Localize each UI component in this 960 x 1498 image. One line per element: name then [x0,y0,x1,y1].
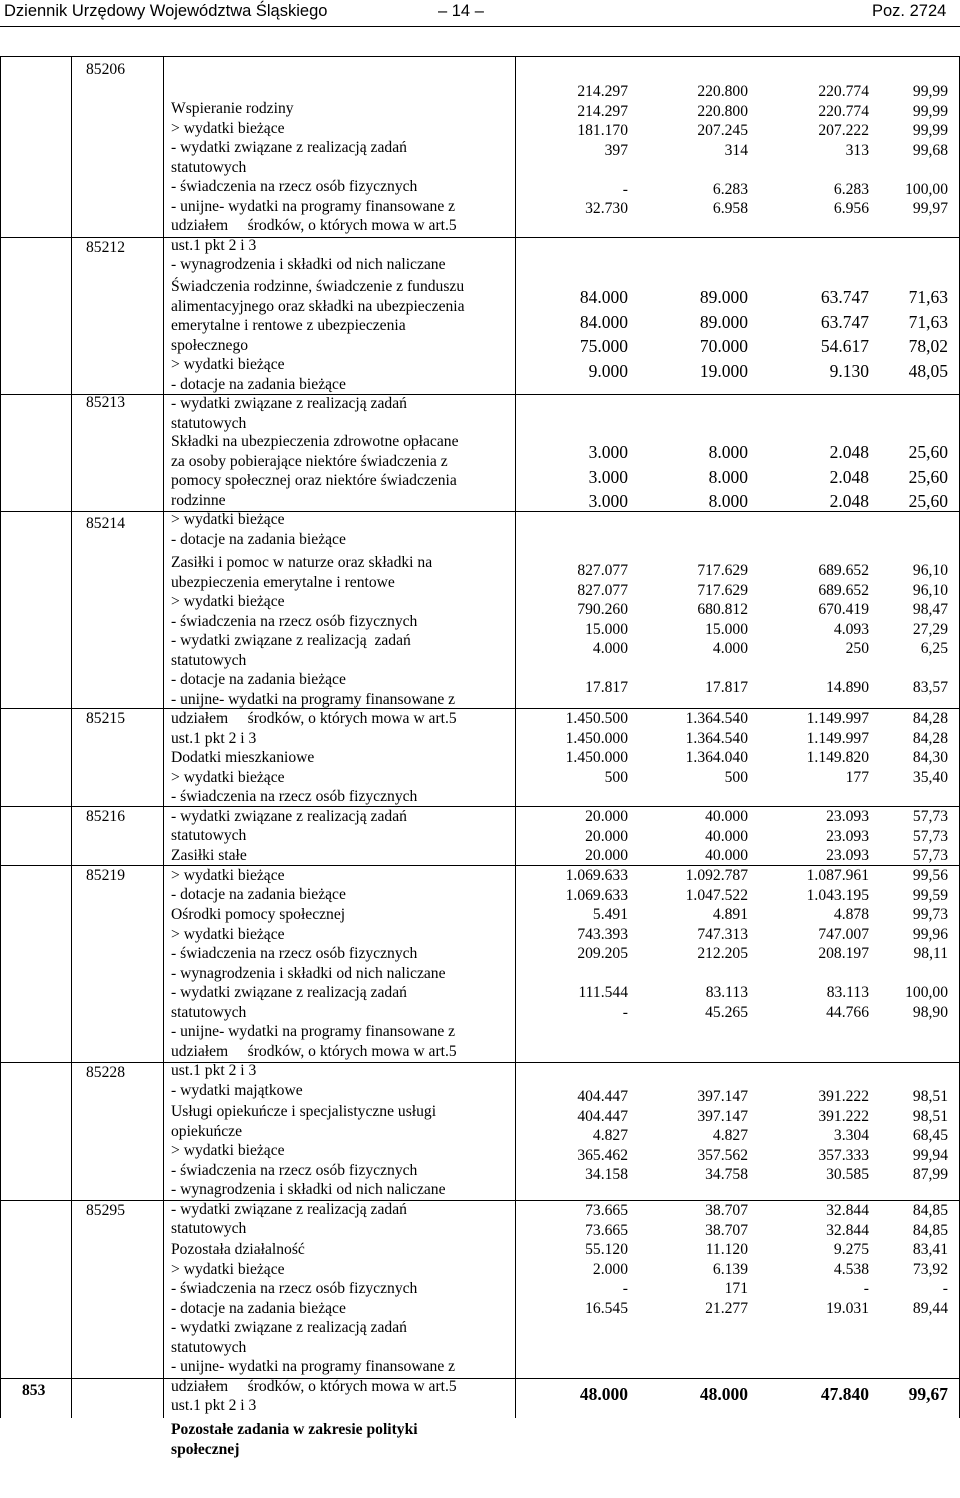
row-description: Pozostałe zadania w zakresie polityki społecznej [171,1421,418,1458]
section-code: 85213 [86,394,125,411]
values-after-changes: 220.800 220.800 207.245 314 6.283 6.958 [697,83,748,217]
values-executed: 689.652 689.652 670.419 4.093 250 14.890 [818,562,869,696]
values-after-changes: 8.000 8.000 8.000 [708,442,748,511]
values-executed: 220.774 220.774 207.222 313 6.283 6.956 [818,83,869,217]
section-code: 85228 [86,1064,125,1081]
values-after-changes: 397.147 397.147 4.827 357.562 34.758 [697,1088,748,1183]
section-code: 85212 [86,239,125,256]
values-percent: 96,10 96,10 98,47 27,29 6,25 83,57 [912,562,948,696]
values-plan: 404.447 404.447 4.827 365.462 34.158 [577,1088,628,1183]
values-after-changes: 717.629 717.629 680.812 15.000 4.000 17.817 [697,562,748,696]
values-executed: 391.222 391.222 3.304 357.333 30.585 [818,1088,869,1183]
row-description: Pozostała działalność > wydatki bieżące - świadczenia na rzecz osób fizycznych - dotacje na zadania bieżące - wydatki związane z realizacją zadań statutowych - unijne- wydatki na programy finansowane z udziałem środków, o których mowa w art.5 ust.1 pkt 2 i 3 [171,1241,457,1414]
row-description: Świadczenia rodzinne, świadczenie z funduszu alimentacyjnego oraz składki na ubezpieczenia emerytalne i rentowe z ubezpieczenia społecznego > wydatki bieżące - dotacje na zadania bieżące - wydatki związane z realizacją zadań statutowych [171,278,465,432]
values-plan: 20.000 20.000 20.000 [585,808,628,864]
total-plan: 48.000 [579,1384,628,1404]
values-plan: 214.297 214.297 181.170 397 - 32.730 [577,83,628,217]
values-executed: 1.149.997 1.149.997 1.149.820 177 [806,710,869,786]
page-header [0,0,960,30]
total-percent: 99,67 [908,1384,948,1404]
chapter-code: 853 [22,1382,46,1399]
values-percent: 99,99 99,99 99,99 99,68 100,00 99,97 [905,83,948,217]
page-number: – 14 – [438,2,484,20]
section-code: 85216 [86,808,125,825]
section-code: 85215 [86,710,125,727]
values-after-changes: 40.000 40.000 40.000 [705,808,748,864]
row-description: Ośrodki pomocy społecznej > wydatki bieżące - świadczenia na rzecz osób fizycznych - wynagrodzenia i składki od nich naliczane - wydatki związane z realizacją zadań statutowych - unijne- wydatki na programy finansowane z udziałem środków, o których mowa w art.5 ust.1 pkt 2 i 3 - wydatki majątkowe [171,906,457,1099]
section-code: 85295 [86,1202,125,1219]
values-plan: 1.069.633 1.069.633 5.491 743.393 209.205 111.544 - [565,867,628,1021]
values-plan: 73.665 73.665 55.120 2.000 - 16.545 [585,1202,628,1317]
values-percent: 25,60 25,60 25,60 [908,442,948,511]
values-percent: 84,28 84,28 84,30 35,40 [912,710,948,786]
values-after-changes: 1.364.540 1.364.540 1.364.040 500 [685,710,748,786]
values-plan: 1.450.500 1.450.000 1.450.000 500 [565,710,628,786]
values-percent: 99,56 99,59 99,73 99,96 98,11 100,00 98,90 [905,867,948,1021]
values-plan: 3.000 3.000 3.000 [588,442,628,511]
budget-table [0,56,960,1458]
values-after-changes: 1.092.787 1.047.522 4.891 747.313 212.205 83.113 45.265 [685,867,748,1021]
values-executed: 2.048 2.048 2.048 [829,442,869,511]
header-rule [0,26,960,27]
row-description: Zasiłki i pomoc w naturze oraz składki na ubezpieczenia emerytalne i rentowe > wydatki bieżące - świadczenia na rzecz osób fizycznych - wydatki związane z realizacją zadań statutowych - dotacje na zadania bieżące - unijne- wydatki na programy finansowane z udziałem środków, o których mowa w art.5 ust.1 pkt 2 i 3 [171,554,457,747]
values-plan: 827.077 827.077 790.260 15.000 4.000 17.817 [577,562,628,696]
values-executed: 63.747 63.747 54.617 9.130 [820,287,869,381]
total-after-changes: 48.000 [699,1384,748,1404]
values-percent: 84,85 84,85 83,41 73,92 - 89,44 [912,1202,948,1317]
values-percent: 98,51 98,51 68,45 99,94 87,99 [912,1088,948,1183]
row-description: Wspieranie rodziny > wydatki bieżące - wydatki związane z realizacją zadań statutowych - świadczenia na rzecz osób fizycznych - unijne- wydatki na programy finansowane z udziałem środków, o których mowa w art.5 ust.1 pkt 2 i 3 - wynagrodzenia i składki od nich naliczane [171,100,457,273]
values-executed: 1.087.961 1.043.195 4.878 747.007 208.197 83.113 44.766 [806,867,869,1021]
values-executed: 23.093 23.093 23.093 [826,808,869,864]
values-after-changes: 89.000 89.000 70.000 19.000 [699,287,748,381]
values-executed: 32.844 32.844 9.275 4.538 - 19.031 [826,1202,869,1317]
values-percent: 57,73 57,73 57,73 [912,808,948,864]
journal-title: Dziennik Urzędowy Województwa Śląskiego [4,2,328,20]
position-number: Poz. 2724 [872,2,947,20]
section-code: 85206 [86,61,125,78]
section-code: 85214 [86,515,125,532]
row-description: Dodatki mieszkaniowe > wydatki bieżące - świadczenia na rzecz osób fizycznych - wydatki związane z realizacją zadań statutowych [171,749,418,844]
values-percent: 71,63 71,63 78,02 48,05 [908,287,948,381]
row-description: Usługi opiekuńcze i specjalistyczne usługi opiekuńcze > wydatki bieżące - świadczenia na rzecz osób fizycznych - wynagrodzenia i składki od nich naliczane - wydatki związane z realizacją zadań statutowych [171,1103,446,1237]
values-after-changes: 38.707 38.707 11.120 6.139 171 21.277 [705,1202,748,1317]
values-plan: 84.000 84.000 75.000 9.000 [579,287,628,381]
table-row-total [0,1378,960,1458]
row-description: Składki na ubezpieczenia zdrowotne opłacane za osoby pobierające niektóre świadczenia z pomocy społecznej oraz niektóre świadczenia rodzinne > wydatki bieżące - dotacje na zadania bieżące [171,433,459,548]
total-executed: 47.840 [820,1384,869,1404]
row-description: Zasiłki stałe > wydatki bieżące - dotacje na zadania bieżące [171,847,346,903]
section-code: 85219 [86,867,125,884]
